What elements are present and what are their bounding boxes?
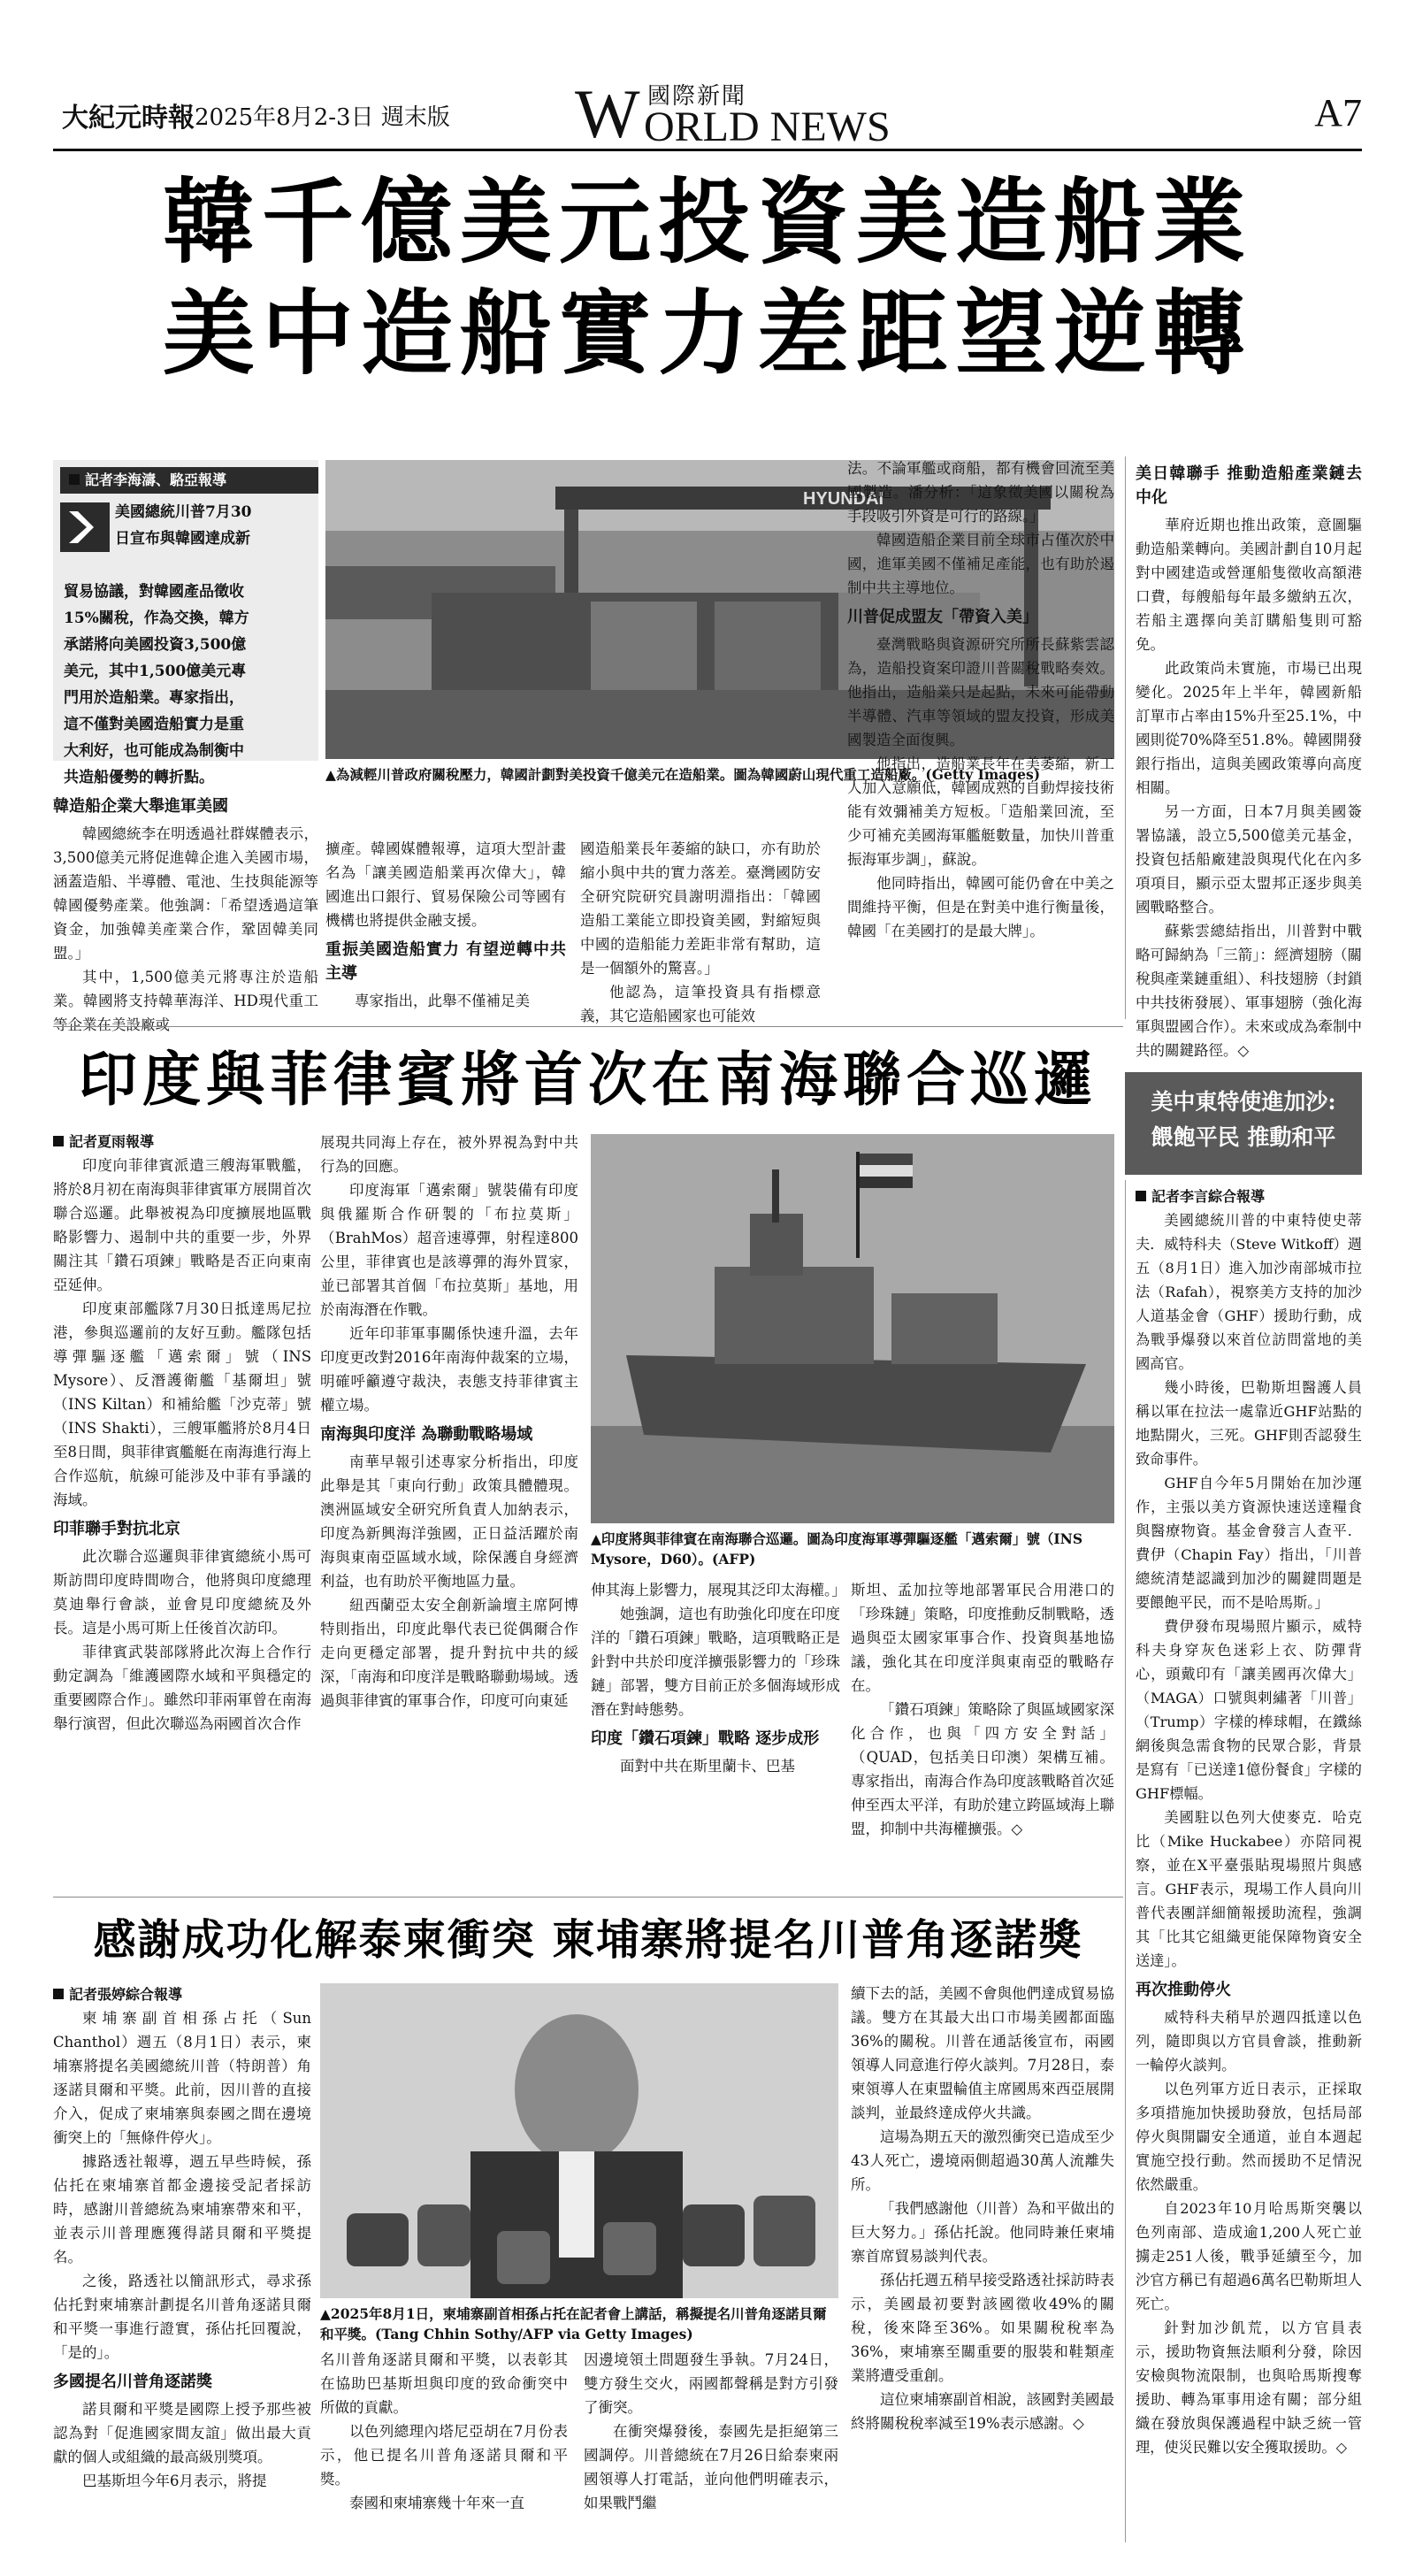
- story1-column-2: 擴產。韓國媒體報導，這項大型計畫名為「讓美國造船業再次偉大」，韓國進出口銀行、貿易保險公司等國有機構也將提供金融支援。 重振美國造船實力 有望逆轉中共主導 專家指出，此舉不僅補足美: [325, 840, 566, 1009]
- story1-subhead-3: 川普促成盟友「帶資入美」: [847, 608, 1038, 626]
- story2-subhead-1: 印菲聯手對抗北京: [53, 1520, 180, 1538]
- story1-subhead-1: 韓造船企業大舉進軍美國: [53, 797, 228, 816]
- story1-subhead-2: 重振美國造船實力 有望逆轉中共主導: [325, 940, 566, 983]
- story1-summary-box: [53, 460, 318, 786]
- story1-caption: ▲為減輕川普政府關稅壓力，韓國計劃對美投資千億美元在造船業。圖為韓國蔚山現代重工造船廠。(Getty Images): [325, 766, 1041, 783]
- story1-byline: 記者李海濤、駱亞報導: [60, 467, 318, 494]
- story1-column-5: 美日韓聯手 推動造船產業鏈去中化 華府近期也推出政策，意圖驅動造船業轉向。美國計劃自10月起對中國建造或營運船隻徵收高額港口費，每艘船每年最多繳納五次，若船主選擇向美訂購船隻則可豁免。 此政策尚未實施，市場已出現變化。2025年上半年，韓國新船訂單市占率由15%升至25.1%，中國則從70%降至51.8%。韓國開發銀行指出，這與美國政策導向高度相關。 另一方面，日本7月與美國簽署協議，設立5,500億美元基金，投資包括船廠建設與現代化在內多項項目，顯示亞太盟邦正逐步與美國戰略整合。 蘇紫雲總結指出，川普對中戰略可歸納為「三箭」：經濟翅膀（關稅與產業鏈重組）、科技翅膀（封鎖中共技術發展）、軍事翅膀（強化海軍與盟國合作）。未來或成為牽制中共的關鍵路徑。◇: [1136, 456, 1362, 1019]
- issue-date: 2025年8月2-3日 週末版: [195, 104, 450, 131]
- story2-caption: ▲印度將與菲律賓在南海聯合巡邏。圖為印度海軍導彈驅逐艦「邁索爾」號（INS Mysore，D60）。(AFP): [591, 1530, 1083, 1568]
- story4-column-2: 名川普角逐諾貝爾和平獎，以表彰其在協助巴基斯坦與印度的致命衝突中所做的貢獻。 以色列總理內塔尼亞胡在7月份表示，他已提名川普角逐諾貝爾和平獎。 泰國和柬埔寨幾十年來一直: [320, 2351, 568, 2511]
- story4-column-4: 續下去的話，美國不會與他們達成貿易協議。雙方在其最大出口市場美國都面臨36%的關稅。川普在通話後宣布，兩國領導人同意進行停火談判。7月28日，泰柬領導人在東盟輪值主席國馬來西亞展開談判，並最終達成停火共識。 這場為期五天的激烈衝突已造成至少43人死亡，邊境兩側超過30萬人流離失所。 「我們感謝他（川普）為和平做出的巨大努力。」孫佔托說。他同時兼任柬埔寨首席貿易談判代表。 孫佔托週五稍早接受路透社採訪時表示，美國最初要對該國徵收49%的關稅，後來降至36%。如果關稅稅率為36%，柬埔寨至關重要的服裝和鞋類產業將遭受重創。 這位柬埔寨副首相說，該國對美國最終將關稅稅率減至19%表示感謝。◇: [851, 1985, 1114, 2432]
- page-number: A7: [1314, 91, 1362, 134]
- hyundai-sign: HYUNDAI: [803, 489, 884, 509]
- story2-column-1: 記者夏雨報導 印度向菲律賓派遣三艘海軍戰艦，將於8月初在南海與菲律賓軍方展開首次聯合巡邏。此舉被視為印度擴展地區戰略影響力、遏制中共的重要一步，外界關注其「鑽石項鍊」戰略是否正向東南亞延伸。 印度東部艦隊7月30日抵達馬尼拉港，參與巡邏前的友好互動。艦隊包括導彈驅逐艦「邁索爾」號（INS Mysore）、反潛護衛艦「基爾坦」號（INS Kiltan）和補給艦「沙克蒂」號（INS Shakti），三艘軍艦將於8月4日至8日間，與菲律賓艦艇在南海進行海上合作巡航，航線可能涉及中菲有爭議的海域。 印菲聯手對抗北京 此次聯合巡邏與菲律賓總統小馬可斯訪問印度時間吻合，他將與印度總理莫迪舉行會談，並會見印度總統及外長。這是小馬可斯上任後首次訪印。 菲律賓武裝部隊將此次海上合作行動定調為「維護國際水域和平與穩定的重要國際合作」。雖然印菲兩軍曾在南海舉行演習，但此次聯巡為兩國首次合作: [53, 1131, 311, 1888]
- section-name-en: ORLD NEWS: [644, 104, 891, 150]
- story1-subhead-4: 美日韓聯手 推動造船產業鏈去中化: [1136, 464, 1362, 507]
- section-logo-initial: W: [575, 75, 640, 152]
- paper-name: 大紀元時報: [62, 103, 195, 134]
- section-name-cn: 國際新聞: [647, 83, 747, 110]
- story2-headline: 印度與菲律賓將首次在南海聯合巡邏: [79, 1045, 1098, 1114]
- story4-subhead: 多國提名川普角逐諾獎: [53, 2373, 212, 2391]
- story4-column-1: 記者張婷綜合報導 柬埔寨副首相孫占托（Sun Chanthol）週五（8月1日）表示，柬埔寨將提名美國總統川普（特朗普）角逐諾貝爾和平獎。此前，因川普的直接介入，促成了柬埔寨與泰國之間在邊境衝突上的「無條件停火」。 據路透社報導，週五早些時候，孫佔托在柬埔寨首都金邊接受記者採訪時，感謝川普總統為柬埔寨帶來和平，並表示川普理應獲得諾貝爾和平獎提名。 之後，路透社以簡訊形式，尋求孫佔托對柬埔寨計劃提名川普角逐諾貝爾和平獎一事進行證實，孫佔托回覆說，「是的」。 多國提名川普角逐諾獎 諾貝爾和平獎是國際上授予那些被認為對「促進國家間友誼」做出最大貢獻的個人或組織的最高級別獎項。 巴基斯坦今年6月表示，將提: [53, 1983, 311, 2549]
- warship-image: [591, 1134, 1114, 1523]
- section-rule: [53, 1026, 1123, 1027]
- story1-column-3: 國造船業長年萎縮的缺口，亦有助於縮小與中共的實力落差。臺灣國防安全研究院研究員謝明淵指出：「韓國造船工業能立即投資美國，對縮短與中國的造船能力差距非常有幫助，這是一個額外的驚喜。」 他認為，這筆投資具有指標意義，其它造船國家也可能效: [580, 840, 821, 1024]
- chevron-right-icon: [60, 502, 110, 552]
- story4-headline: 感謝成功化解泰柬衝突 柬埔寨將提名川普角逐諾獎: [93, 1915, 1083, 1965]
- masthead: [53, 75, 1362, 152]
- press-conference-image: [320, 1983, 838, 2298]
- byline-square-icon: [53, 1989, 64, 1999]
- story4-caption: ▲2025年8月1日，柬埔寨副首相孫占托在記者會上講話，稱擬提名川普角逐諾貝爾和平獎。(Tang Chhin Sothy/AFP via Getty Images): [320, 2305, 827, 2342]
- story3-column: 記者李言綜合報導 美國總統川普的中東特使史蒂夫．威特科夫（Steve Witkoff）週五（8月1日）進入加沙南部城市拉法（Rafah），視察美方支持的加沙人道基金會（GHF）援助行動，成為戰爭爆發以來首位訪問當地的美國高官。 幾小時後，巴勒斯坦醫護人員稱以軍在拉法一處靠近GHF站點的地點開火，三死。GHF則否認發生致命事件。 GHF自今年5月開始在加沙運作，主張以美方資源快速送達糧食與醫療物資。基金會發言人查平．費伊（Chapin Fay）指出，「川普總統清楚認識到加沙的關鍵問題是要餵飽平民，而不是哈馬斯。」 費伊發布現場照片顯示，威特科夫身穿灰色迷彩上衣、防彈背心，頭戴印有「讓美國再次偉大」（MAGA）口號與剌繡著「川普」（Trump）字樣的棒球帽，在鐵絲網後與急需食物的民眾合影，背景是寫有「已送達1億份餐食」字樣的GHF標幅。 美國駐以色列大使麥克．哈克比（Mike Huckabee）亦陪同視察，並在X平臺張貼現場照片與感言。GHF表示，現場工作人員向川普代表團詳細簡報援助流程，強調其「比其它組織更能保障物資安全送達」。 再次推動停火 威特科夫稍早於週四抵達以色列，隨即與以方官員會談，推動新一輪停火談判。 以色列軍方近日表示，正採取多項措施加快援助發放，包括局部停火與開闢安全通道，並自本週起實施空投行動。然而援助不足情況依然嚴重。 自2023年10月哈馬斯突襲以色列南部、造成逾1,200人死亡並擄走251人後，戰爭延續至今，加沙官方稱已有超過6萬名巴勒斯坦人死亡。 針對加沙飢荒，以方官員表示，援助物資無法順利分發，除因安檢與物流限制，也與哈馬斯搜奪援助、轉為軍事用途有關；部分組織在發放與保護過程中缺乏統一管理，使災民難以安全獲取援助。◇: [1136, 1185, 1362, 2539]
- byline-square-icon: [69, 474, 80, 485]
- story4-byline: 記者張婷綜合報導: [53, 1983, 311, 2006]
- section-rule: [53, 1897, 1123, 1898]
- story1-column-1: 韓造船企業大舉進軍美國 韓國總統李在明透過社群媒體表示，3,500億美元將促進韓企進入美國市場，涵蓋造船、半導體、電池、生技與能源等韓國優勢產業。他強調：「希望透過這筆資金，加強韓美產業合作，鞏固韓美同盟。」 其中，1,500億美元將專注於造船業。韓國將支持韓華海洋、HD現代重工等企業在美設廠或: [53, 789, 318, 1019]
- byline-square-icon: [1136, 1191, 1146, 1201]
- story1-summary-top: 美國總統川普7月30 日宣布與韓國達成新: [115, 503, 252, 548]
- story1-headline-line1: 韓千億美元投資美造船業: [162, 167, 1252, 276]
- story4-column-3: 因邊境領土問題發生爭執。7月24日，雙方發生交火，兩國都聲稱是對方引發了衝突。 在衝突爆發後，泰國先是拒絕第三國調停。川普總統在7月26日給泰柬兩國領導人打電話，並向他們明確表示，如果戰鬥繼: [584, 2351, 838, 2511]
- story1-column-4: 法。不論軍艦或商船，都有機會回流至美國製造。潘分析：「這象徵美國以關稅為手段吸引外資是可行的路線。」 韓國造船企業目前全球市占僅次於中國，進軍美國不僅補足產能，也有助於遏制中共主導地位。 川普促成盟友「帶資入美」 臺灣戰略與資源研究所所長蘇紫雲認為，造船投資案印證川普關稅戰略奏效。他指出，造船業只是起點，未來可能帶動半導體、汽車等領域的盟友投資，形成美國製造全面復興。 他指出，造船業長年在美萎縮，新工人加入意願低，韓國成熟的自動焊接技術能有效彌補美方短板。「造船業回流，至少可補充美國海軍艦艇數量，加快川普重振海軍步調」，蘇說。 他同時指出，韓國可能仍會在中美之間維持平衡，但是在對美中進行衡量後，韓國「在美國打的是最大牌」。: [847, 460, 1114, 939]
- story2-byline: 記者夏雨報導: [53, 1131, 311, 1154]
- story2-column-3: 伸其海上影響力，展現其泛印太海權。」 她強調，這也有助強化印度在印度洋的「鑽石項鍊」戰略，這項戰略正是針對中共於印度洋擴張影響力的「珍珠鏈」部署，雙方目前正於多個海域形成潛在對峙態勢。 印度「鑽石項鍊」戰略 逐步成形 面對中共在斯里蘭卡、巴基: [591, 1582, 846, 1775]
- story2-subhead-2: 南海與印度洋 為聯動戰略場域: [320, 1425, 533, 1444]
- story4-press-photo: [320, 1983, 838, 2298]
- story3-subhead: 再次推動停火: [1136, 1981, 1231, 1999]
- story2-column-2: 展現共同海上存在，被外界視為對中共行為的回應。 印度海軍「邁索爾」號裝備有印度與俄羅斯合作研製的「布拉莫斯」（BrahMos）超音速導彈，射程達800公里，菲律賓也是該導彈的海外買家，並已部署其首個「布拉莫斯」基地，用於南海潛在作戰。 近年印菲軍事關係快速升溫，去年印度更改對2016年南海仲裁案的立場，明確呼籲遵守裁決，表態支持菲律賓主權立場。 南海與印度洋 為聯動戰略場域 南華早報引述專家分析指出，印度此舉是其「東向行動」政策具體體現。澳洲區域安全研究所負責人加納表示，印度為新興海洋強國，正日益活躍於南海與東南亞區域水域，除保護自身經濟利益，也有助於平衡地區力量。 紐西蘭亞太安全創新論壇主席阿博特則指出，印度此舉代表已從偶爾合作走向更穩定部署，提升對抗中共的綏深，「南海和印度洋是戰略聯動場域。透過與菲律賓的軍事合作，印度可向東延: [320, 1134, 578, 1709]
- story2-warship-photo: [591, 1134, 1114, 1523]
- story3-box-headline: 美中東特使進加沙: 餵飽平民 推動和平: [1125, 1072, 1362, 1175]
- story3-byline: 記者李言綜合報導: [1136, 1185, 1362, 1208]
- story1-headline-line2: 美中造船實力差距望逆轉: [162, 279, 1252, 387]
- story2-column-4: 斯坦、孟加拉等地部署軍民合用港口的「珍珠鏈」策略，印度推動反制戰略，透過與亞太國家軍事合作、投資與基地協議，強化其在印度洋與東南亞的戰略存在。 「鑽石項鍊」策略除了與區域國家深化合作，也與「四方安全對話」（QUAD，包括美日印澳）架構互補。專家指出，南海合作為印度該戰略首次延伸至西太平洋，有助於建立跨區域海上聯盟，抑制中共海權擴張。◇: [851, 1582, 1114, 1837]
- story1-summary-body: 貿易協議，對韓國產品徵收 15%關稅，作為交換，韓方 承諾將向美國投資3,500億 美元，其中1,500億美元專 門用於造船業。專家指出， 這不僅對美國造船實力是重 大利好，也可能成為制衡中 共造船優勢的轉折點。: [64, 583, 249, 786]
- column-divider: [1125, 1180, 1126, 2542]
- story2-subhead-3: 印度「鑽石項鍊」戰略 逐步成形: [591, 1729, 820, 1748]
- byline-square-icon: [53, 1136, 64, 1146]
- masthead-rule: [53, 149, 1362, 151]
- column-divider: [1125, 456, 1126, 1019]
